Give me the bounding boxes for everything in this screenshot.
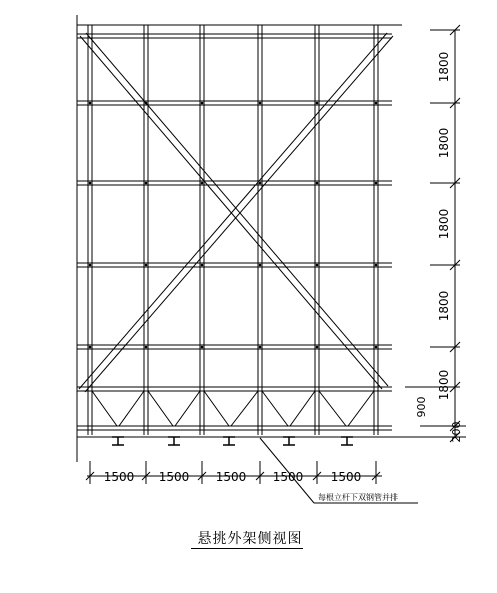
- dim-label-1800: 1800: [437, 208, 451, 240]
- cross-bracing: [79, 33, 393, 392]
- horizontal-dimension-labels: [104, 470, 362, 484]
- dim-label-900: 900: [415, 396, 428, 418]
- scaffold-frame: [77, 15, 410, 462]
- dim-label-1500: 1500: [215, 470, 247, 484]
- i-beam-supports: [112, 437, 353, 445]
- vertical-dimension-chain: [403, 25, 466, 442]
- horizontal-ledgers: [77, 34, 392, 430]
- dim-label-1800-bottom: 1800: [437, 369, 451, 401]
- dim-label-1800: 1800: [437, 127, 451, 159]
- bottom-v-bracing: [92, 391, 374, 426]
- dim-label-1500: 1500: [158, 470, 190, 484]
- junction-dots: [89, 102, 378, 349]
- annotation-text: 每根立杆下双钢管并排: [318, 493, 398, 502]
- drawing-title: 悬挑外架侧视图: [197, 531, 303, 547]
- vertical-dimension-labels: [415, 52, 463, 443]
- dim-label-1500: 1500: [103, 470, 135, 484]
- dim-label-1800-top: 1800: [437, 51, 451, 83]
- dim-label-200: 200: [450, 421, 463, 443]
- dim-label-1500: 1500: [272, 470, 304, 484]
- dim-label-1800: 1800: [437, 290, 451, 322]
- dim-label-1500: 1500: [330, 470, 362, 484]
- title-underline: [191, 548, 303, 549]
